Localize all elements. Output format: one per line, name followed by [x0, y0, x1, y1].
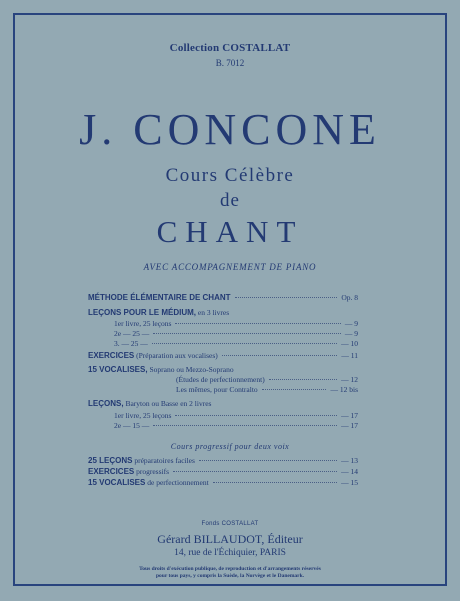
contents-row — [88, 384, 358, 395]
entry-detail: de perfectionnement — [145, 478, 209, 487]
dot-leader — [199, 460, 337, 461]
entry-page: — 12 — [341, 375, 358, 384]
entry-page: — 17 — [341, 421, 358, 430]
entry-detail: Les mêmes, pour Contralto — [176, 385, 258, 394]
composer-name: J. CONCONE — [79, 105, 381, 154]
entry-page: — 13 — [341, 456, 358, 465]
dot-leader — [173, 471, 337, 472]
contents-row — [88, 420, 358, 431]
entry-detail: préparatoires faciles — [132, 456, 195, 465]
dot-leader — [175, 415, 337, 416]
entry-page: — 11 — [341, 351, 358, 360]
contents-row — [88, 477, 358, 488]
rights-notice-line-2: pour tous pays, y compris la Suède, la Norvège et le Danemark. — [155, 573, 305, 579]
duo-section-heading: Cours progressif pour deux voix — [170, 442, 290, 451]
entry-detail: 1er livre, 25 leçons — [114, 319, 172, 328]
entry-detail: progressifs — [134, 467, 170, 476]
entry-detail: (Préparation aux vocalises) — [134, 351, 218, 360]
entry-title: MÉTHODE ÉLÉMENTAIRE DE CHANT — [88, 293, 231, 302]
dot-leader — [152, 343, 337, 344]
entry-page: — 9 — [344, 329, 358, 338]
entry-detail: (Études de perfectionnement) — [176, 375, 265, 384]
entry-page: — 12 bis — [330, 385, 358, 394]
title-line-2: de — [220, 190, 240, 211]
title-line-3: CHANT — [156, 214, 304, 249]
dot-leader — [262, 389, 327, 390]
contents-row — [88, 292, 358, 303]
entry-detail: 2e — 25 — — [114, 329, 150, 338]
entry-detail: 3. — 25 — — [114, 339, 148, 348]
entry-title: 15 VOCALISES, — [88, 365, 148, 374]
entry-title: LEÇONS POUR LE MÉDIUM, — [88, 308, 197, 317]
collection-name: Collection COSTALLAT — [169, 42, 291, 54]
entry-title: EXERCICES — [88, 351, 135, 360]
dot-leader — [153, 425, 337, 426]
entry-page: — 15 — [341, 478, 358, 487]
entry-detail: Baryton ou Basse en 2 livres — [123, 399, 212, 408]
publisher-name: Gérard BILLAUDOT, Éditeur — [157, 532, 303, 546]
contents-row — [88, 398, 358, 409]
contents-row — [88, 307, 358, 318]
contents-row — [88, 455, 358, 466]
rights-notice-line-1: Tous droits d'exécution publique, de reproduction et d'arrangements réservés — [139, 566, 321, 572]
entry-detail: Soprano ou Mezzo-Soprano — [147, 365, 234, 374]
fonds-label: Fonds COSTALLAT — [201, 521, 259, 527]
dot-leader — [175, 323, 340, 324]
entry-page: — 17 — [341, 411, 358, 420]
entry-detail: 1er livre, 25 leçons — [114, 411, 172, 420]
catalog-number: B. 7012 — [215, 58, 245, 68]
dot-leader — [153, 333, 341, 334]
entry-page: — 9 — [344, 319, 358, 328]
contents-row — [88, 466, 358, 477]
publisher-address: 14, rue de l'Échiquier, PARIS — [174, 548, 286, 558]
entry-page: — 14 — [341, 467, 358, 476]
entry-title: 25 LEÇONS — [88, 456, 133, 465]
entry-page: Op. 8 — [341, 293, 358, 302]
accompaniment-note: AVEC ACCOMPAGNEMENT DE PIANO — [143, 262, 317, 272]
entry-page: — 10 — [341, 339, 358, 348]
entry-detail: 2e — 15 — — [114, 421, 150, 430]
dot-leader — [213, 482, 337, 483]
dot-leader — [269, 379, 337, 380]
entry-title: LEÇONS, — [88, 399, 124, 408]
entry-title: 15 VOCALISES — [88, 478, 146, 487]
entry-detail: en 3 livres — [196, 308, 230, 317]
dot-leader — [222, 355, 338, 356]
contents-row — [88, 350, 358, 361]
entry-title: EXERCICES — [88, 467, 135, 476]
title-line-1: Cours Célèbre — [165, 165, 295, 186]
dot-leader — [235, 297, 338, 298]
contents-row — [88, 338, 358, 349]
